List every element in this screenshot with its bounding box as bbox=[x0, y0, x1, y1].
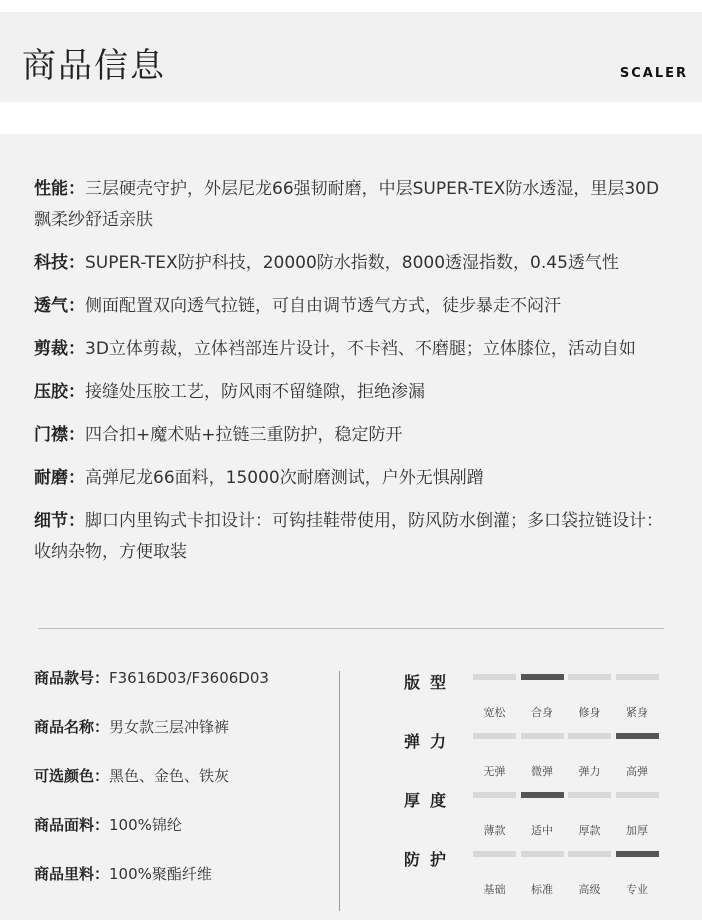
scale-row bbox=[402, 713, 672, 778]
scale-row bbox=[402, 654, 672, 719]
scale-segment bbox=[568, 792, 611, 798]
feature-item bbox=[34, 334, 674, 365]
scale-option-label: 薄款 bbox=[483, 824, 506, 837]
spec-value: 100%聚酯纤维 bbox=[109, 865, 212, 883]
spec-row bbox=[34, 654, 334, 703]
scale-segment bbox=[616, 674, 659, 680]
vertical-divider bbox=[339, 671, 340, 911]
scale-row bbox=[402, 831, 672, 896]
spec-row bbox=[34, 703, 334, 752]
spec-list bbox=[34, 654, 334, 899]
attribute-scales bbox=[402, 654, 672, 896]
spec-key: 可选颜色： bbox=[34, 767, 110, 785]
spacer bbox=[0, 102, 702, 134]
feature-item bbox=[34, 248, 674, 279]
scale-segment bbox=[568, 851, 611, 857]
feature-key: 门襟： bbox=[34, 425, 85, 445]
feature-item bbox=[34, 174, 674, 236]
spec-value: 100%锦纶 bbox=[109, 816, 182, 834]
feature-text: 三层硬壳守护，外层尼龙66强韧耐磨，中层SUPER-TEX防水透湿，里层30D飘柔纱舒适亲肤 bbox=[34, 179, 660, 230]
scale-segment bbox=[568, 733, 611, 739]
scale-segment bbox=[473, 792, 516, 798]
page-title: 商品信息 bbox=[22, 46, 166, 86]
scale-segment bbox=[521, 851, 564, 857]
feature-key: 压胶： bbox=[34, 382, 85, 402]
feature-text: 四合扣+魔术贴+拉链三重防护，稳定防开 bbox=[85, 425, 403, 445]
scale-label: 防护 bbox=[404, 850, 457, 869]
scale-option-label: 合身 bbox=[531, 706, 553, 719]
scale-bar-track bbox=[473, 851, 659, 896]
feature-text: 侧面配置双向透气拉链，可自由调节透气方式，徒步暴走不闷汗 bbox=[85, 296, 561, 316]
scale-option-label: 紧身 bbox=[626, 706, 648, 719]
scale-bar-track bbox=[473, 674, 659, 719]
feature-text: SUPER-TEX防护科技，20000防水指数，8000透湿指数，0.45透气性 bbox=[85, 253, 619, 273]
scale-segment bbox=[473, 674, 516, 680]
scale-row bbox=[402, 772, 672, 837]
scale-option-label: 高级 bbox=[578, 883, 601, 896]
feature-key: 耐磨： bbox=[34, 468, 85, 488]
scale-option-label: 适中 bbox=[531, 824, 553, 837]
scale-segment bbox=[473, 851, 516, 857]
scale-option-label: 修身 bbox=[578, 706, 601, 719]
scale-segment-active bbox=[521, 792, 564, 798]
spec-key: 商品名称： bbox=[34, 718, 110, 736]
product-info-panel bbox=[0, 134, 702, 920]
scale-option-label: 基础 bbox=[483, 883, 506, 896]
feature-key: 剪裁： bbox=[34, 339, 85, 359]
scale-segment-active bbox=[616, 733, 659, 739]
scale-bar-track bbox=[473, 733, 659, 778]
scale-option-label: 标准 bbox=[531, 883, 553, 896]
feature-item bbox=[34, 420, 674, 451]
spec-row bbox=[34, 801, 334, 850]
feature-item bbox=[34, 377, 674, 408]
feature-key: 细节： bbox=[34, 511, 85, 531]
scale-segment-active bbox=[616, 851, 659, 857]
page-header bbox=[0, 12, 702, 102]
feature-item bbox=[34, 463, 674, 494]
scale-bar-track bbox=[473, 792, 659, 837]
feature-list bbox=[34, 174, 674, 580]
scale-label: 厚度 bbox=[404, 791, 457, 810]
spec-key: 商品里料： bbox=[34, 865, 110, 883]
scale-option-label: 加厚 bbox=[626, 824, 648, 837]
spec-row bbox=[34, 850, 334, 899]
scale-label: 弹力 bbox=[404, 732, 457, 751]
scale-segment-active bbox=[521, 674, 564, 680]
feature-text: 接缝处压胶工艺，防风雨不留缝隙，拒绝渗漏 bbox=[85, 382, 425, 402]
scale-option-label: 无弹 bbox=[483, 765, 506, 778]
feature-text: 脚口内里钩式卡扣设计：可钩挂鞋带使用，防风防水倒灌；多口袋拉链设计：收纳杂物，方便取装 bbox=[34, 511, 663, 562]
section-divider bbox=[38, 628, 664, 629]
scale-option-label: 厚款 bbox=[578, 824, 601, 837]
spec-key: 商品款号： bbox=[34, 669, 110, 687]
scale-option-label: 微弹 bbox=[531, 765, 553, 778]
scale-option-label: 弹力 bbox=[578, 765, 601, 778]
scale-segment bbox=[616, 792, 659, 798]
scale-label: 版型 bbox=[404, 673, 457, 692]
scale-option-label: 专业 bbox=[626, 883, 648, 896]
feature-key: 科技： bbox=[34, 253, 85, 273]
feature-text: 3D立体剪裁，立体裆部连片设计，不卡裆、不磨腿；立体膝位，活动自如 bbox=[85, 339, 636, 359]
scale-segment bbox=[521, 733, 564, 739]
feature-key: 性能： bbox=[34, 179, 85, 199]
scale-segment bbox=[473, 733, 516, 739]
scale-option-label: 高弹 bbox=[626, 765, 648, 778]
feature-text: 高弹尼龙66面料，15000次耐磨测试，户外无惧剐蹭 bbox=[85, 468, 484, 488]
top-strip bbox=[0, 0, 702, 12]
spec-key: 商品面料： bbox=[34, 816, 110, 834]
feature-key: 透气： bbox=[34, 296, 85, 316]
spec-value: 男女款三层冲锋裤 bbox=[109, 718, 230, 736]
spec-value: F3616D03/F3606D03 bbox=[109, 669, 269, 687]
spec-value: 黑色、金色、铁灰 bbox=[109, 767, 230, 785]
scale-segment bbox=[568, 674, 611, 680]
spec-row bbox=[34, 752, 334, 801]
feature-item bbox=[34, 291, 674, 322]
feature-item bbox=[34, 506, 674, 568]
scale-option-label: 宽松 bbox=[483, 706, 506, 719]
brand-logo: SCALER bbox=[619, 66, 688, 81]
